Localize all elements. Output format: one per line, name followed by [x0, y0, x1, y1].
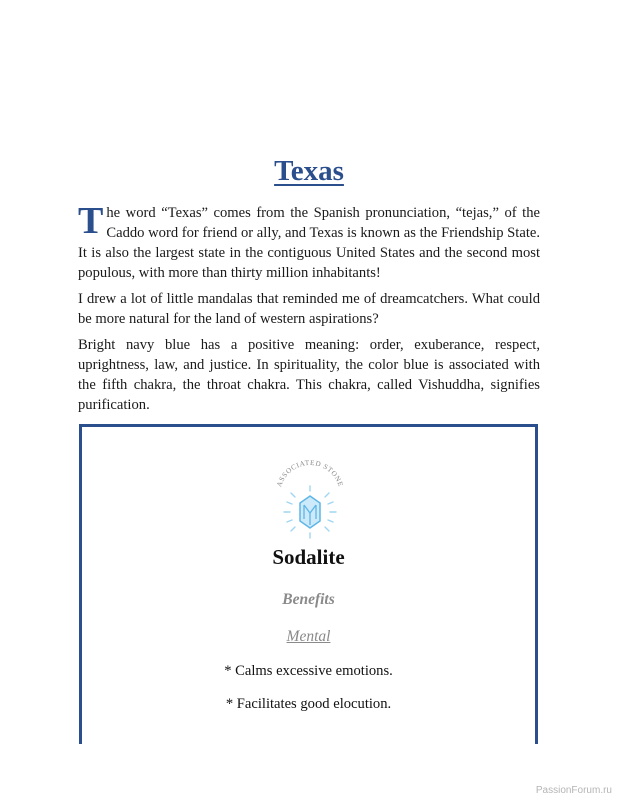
benefits-heading: Benefits [282, 591, 335, 608]
benefit-item: * Calms excessive emotions. [224, 663, 393, 679]
stone-name: Sodalite [272, 545, 345, 569]
paragraph-color-meaning: Bright navy blue has a positive meaning: order, exuberance, respect, uprightness, law, and justice. In spirituality, the color blue is associated with the fifth chakra, the throat chakra. This chakra, called Vishuddha, signifies purification. [78, 337, 540, 413]
drop-cap: T [78, 200, 104, 242]
paragraph-intro-text: he word “Texas” comes from the Spanish pronunciation, “tejas,” of the Caddo word for friend or ally, and Texas is known as the Friendship State. It is also the largest state in the contiguous United States and the second most populous, with more than thirty million inhabitants! [78, 205, 540, 281]
paragraph-intro [78, 200, 540, 283]
stone-badge-text: ASSOCIATED STONE [275, 458, 345, 488]
benefit-category: Mental [286, 628, 331, 645]
crystal-icon [268, 455, 352, 539]
paragraph-mandalas: I drew a lot of little mandalas that reminded me of dreamcatchers. What could be more natural for the land of western aspirations? [78, 291, 540, 327]
benefit-item: * Facilitates good elocution. [225, 696, 392, 712]
watermark: PassionForum.ru [535, 785, 612, 796]
body-text [78, 200, 540, 421]
associated-stone-box [79, 424, 538, 744]
page-title: Texas [274, 155, 344, 188]
